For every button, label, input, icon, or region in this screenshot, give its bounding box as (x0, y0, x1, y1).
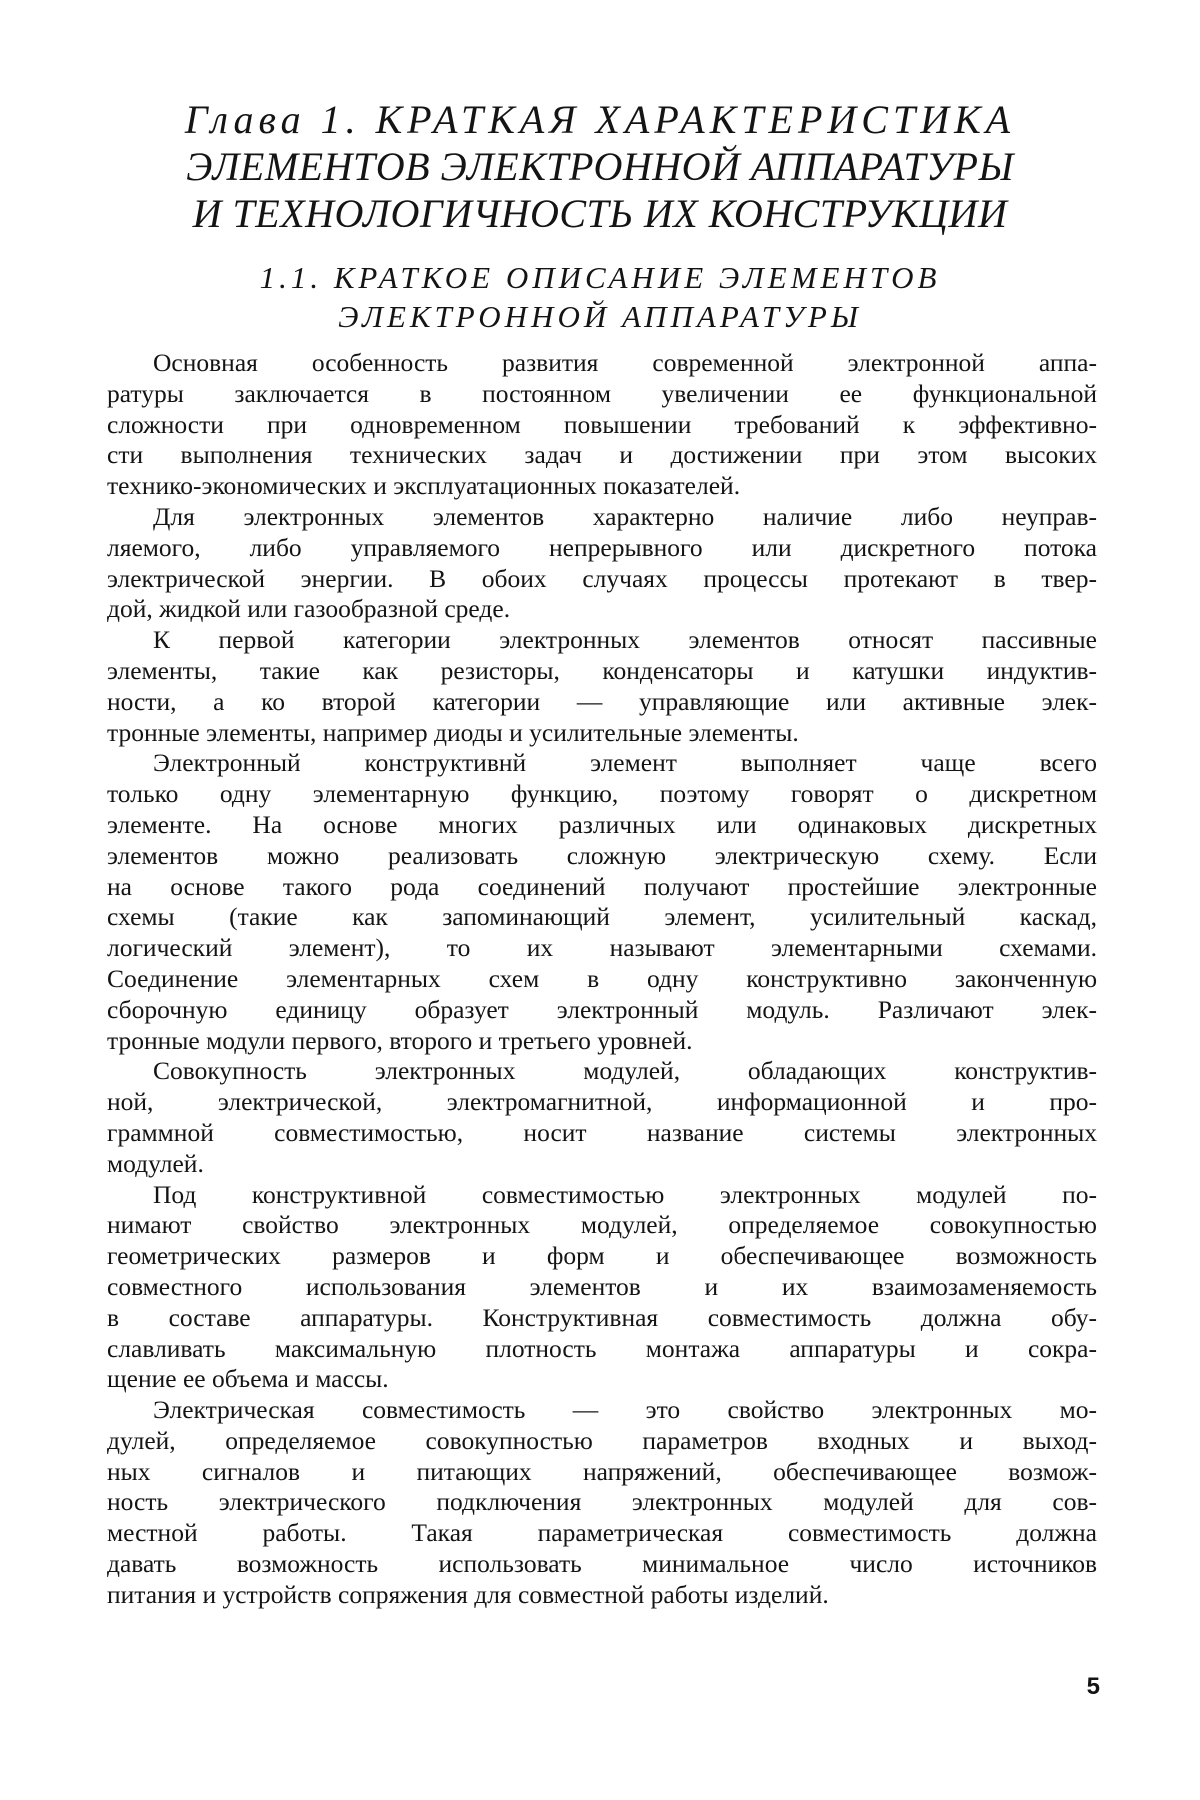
paragraph-line: схемы (такие как запоминающий элемент, усилительный каскад, (107, 902, 1097, 933)
paragraph (107, 348, 1097, 502)
body-text (107, 348, 1097, 1611)
section-title (180, 258, 1020, 336)
paragraph-line: технико-экономических и эксплуатационных показателей. (107, 471, 1097, 502)
paragraph-line: элементы, такие как резисторы, конденсаторы и катушки индуктив- (107, 656, 1097, 687)
section-title-line: 1.1. КРАТКОЕ ОПИСАНИЕ ЭЛЕМЕНТОВ (180, 258, 1020, 297)
paragraph-line: сборочную единицу образует электронный модуль. Различают элек- (107, 995, 1097, 1026)
paragraph-line: щение ее объема и массы. (107, 1364, 1097, 1395)
paragraph-line: в составе аппаратуры. Конструктивная совместимость должна обу- (107, 1303, 1097, 1334)
paragraph (107, 625, 1097, 748)
paragraph-line: дулей, определяемое совокупностью параметров входных и выход- (107, 1426, 1097, 1457)
paragraph-line: К первой категории электронных элементов относят пассивные (107, 625, 1097, 656)
chapter-title-line: Глава 1. КРАТКАЯ ХАРАКТЕРИСТИКА (140, 96, 1060, 143)
paragraph (107, 1180, 1097, 1396)
paragraph-line: модулей. (107, 1149, 1097, 1180)
paragraph-line: логический элемент), то их называют элементарными схемами. (107, 933, 1097, 964)
paragraph-line: геометрических размеров и форм и обеспечивающее возможность (107, 1241, 1097, 1272)
paragraph-line: Соединение элементарных схем в одну конструктивно законченную (107, 964, 1097, 995)
paragraph-line: нимают свойство электронных модулей, определяемое совокупностью (107, 1210, 1097, 1241)
chapter-title (140, 96, 1060, 237)
paragraph-line: тронные элементы, например диоды и усилительные элементы. (107, 718, 1097, 749)
paragraph-line: на основе такого рода соединений получают простейшие электронные (107, 872, 1097, 903)
section-title-line: ЭЛЕКТРОННОЙ АППАРАТУРЫ (180, 297, 1020, 336)
chapter-title-line: ЭЛЕМЕНТОВ ЭЛЕКТРОННОЙ АППАРАТУРЫ (140, 143, 1060, 190)
paragraph-line: дой, жидкой или газообразной среде. (107, 594, 1097, 625)
paragraph-line: питания и устройств сопряжения для совместной работы изделий. (107, 1580, 1097, 1611)
paragraph-line: ность электрического подключения электронных модулей для сов- (107, 1487, 1097, 1518)
paragraph (107, 748, 1097, 1056)
paragraph-line: Электрическая совместимость — это свойство электронных мо- (107, 1395, 1097, 1426)
chapter-title-line: И ТЕХНОЛОГИЧНОСТЬ ИХ КОНСТРУКЦИИ (140, 190, 1060, 237)
paragraph-line: Совокупность электронных модулей, обладающих конструктив- (107, 1056, 1097, 1087)
paragraph-line: тронные модули первого, второго и третьего уровней. (107, 1026, 1097, 1057)
paragraph-line: элементе. На основе многих различных или одинаковых дискретных (107, 810, 1097, 841)
paragraph-line: ной, электрической, электромагнитной, информационной и про- (107, 1087, 1097, 1118)
paragraph (107, 1395, 1097, 1611)
paragraph-line: Под конструктивной совместимостью электронных модулей по- (107, 1180, 1097, 1211)
page-number: 5 (1060, 1672, 1100, 1702)
paragraph-line: сложности при одновременном повышении требований к эффективно- (107, 410, 1097, 441)
paragraph-line: Электронный конструктивнй элемент выполняет чаще всего (107, 748, 1097, 779)
paragraph-line: электрической энергии. В обоих случаях процессы протекают в твер- (107, 564, 1097, 595)
paragraph-line: граммной совместимостью, носит название системы электронных (107, 1118, 1097, 1149)
paragraph-line: совместного использования элементов и их взаимозаменяемость (107, 1272, 1097, 1303)
book-page (0, 0, 1200, 1800)
paragraph-line: славливать максимальную плотность монтажа аппаратуры и сокра- (107, 1334, 1097, 1365)
paragraph (107, 502, 1097, 625)
paragraph-line: Основная особенность развития современной электронной аппа- (107, 348, 1097, 379)
paragraph-line: Для электронных элементов характерно наличие либо неуправ- (107, 502, 1097, 533)
paragraph (107, 1056, 1097, 1179)
paragraph-line: давать возможность использовать минимальное число источников (107, 1549, 1097, 1580)
paragraph-line: сти выполнения технических задач и достижении при этом высоких (107, 440, 1097, 471)
paragraph-line: ляемого, либо управляемого непрерывного или дискретного потока (107, 533, 1097, 564)
paragraph-line: только одну элементарную функцию, поэтому говорят о дискретном (107, 779, 1097, 810)
paragraph-line: местной работы. Такая параметрическая совместимость должна (107, 1518, 1097, 1549)
paragraph-line: элементов можно реализовать сложную электрическую схему. Если (107, 841, 1097, 872)
paragraph-line: ратуры заключается в постоянном увеличении ее функциональной (107, 379, 1097, 410)
paragraph-line: ных сигналов и питающих напряжений, обеспечивающее возмож- (107, 1457, 1097, 1488)
paragraph-line: ности, а ко второй категории — управляющие или активные элек- (107, 687, 1097, 718)
